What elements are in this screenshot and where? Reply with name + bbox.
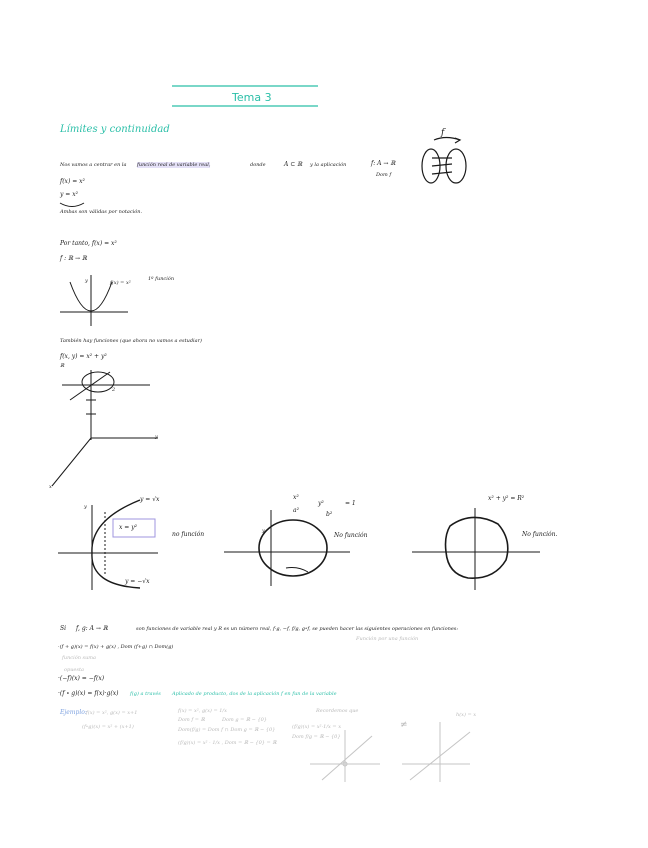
example-e4: h(x) = x xyxy=(456,712,477,718)
ops-intro-prefix: Si xyxy=(60,625,67,632)
axis-y-label: y xyxy=(155,434,158,440)
ellipse-no-function: No función xyxy=(334,532,368,539)
intro-set: A ⊂ ℝ xyxy=(284,161,303,168)
op-product-note2: Aplicado de producto, dos de la aplicación f en fun de la variable xyxy=(172,691,337,697)
example2-sub: ℝ xyxy=(60,363,65,369)
parabola-label: f(x) = x² xyxy=(110,280,131,286)
example2-line1: También hay funciones (que ahora no vamos a estudiar) xyxy=(60,338,202,344)
axis-num: 2 xyxy=(112,387,116,393)
intro-highlight: función real de variable real, xyxy=(137,162,211,168)
circle-graph xyxy=(412,508,540,590)
circle-no-function: No función. xyxy=(522,531,558,538)
op-sum: ·(f + g)(x) = f(x) + g(x) , Dom (f+g) ∩ Dom(g) xyxy=(58,644,174,650)
notation-1: f(x) = x² xyxy=(60,178,85,185)
circle-eq: x² + y² = R² xyxy=(488,495,525,502)
example1-line1: Por tanto, f(x) = x² xyxy=(60,240,117,247)
axis-x-label: x xyxy=(49,484,52,490)
op-opposite-note: opuesta xyxy=(64,667,84,673)
example-e2b: Dom f = ℝ xyxy=(178,717,205,723)
ops-intro-text: son funciones de variable real y R es un número real, f·g, −f, f/g, g∘f, se pueden hacer las siguientes operaciones en funciones: xyxy=(136,626,459,632)
intro-line1-suffix: donde xyxy=(250,162,266,168)
faint-graphs xyxy=(310,722,470,782)
example-e1: f(x) = x², g(x) = x+1 xyxy=(86,710,138,716)
parabola-side-note: 1º función xyxy=(148,276,175,282)
example-e1b: (f∘g)(x) = x² + (x+1) xyxy=(82,724,134,730)
ellipse-axis-label: y xyxy=(262,528,265,534)
ops-intro-funcs: f, g: A → ℝ xyxy=(76,625,108,632)
sqrt-no-function: no función xyxy=(172,531,205,538)
sqrt-axis-label: y xyxy=(84,504,87,510)
example-neq: ≠ xyxy=(400,720,408,730)
op-product-note: f(g) a través xyxy=(130,691,161,697)
example-e2e: (f/g)(x) = x² · 1/x , Dom = ℝ − {0} = ℝ xyxy=(178,740,277,746)
example2-line2: f(x, y) = x² + y² xyxy=(60,353,107,360)
op-opposite: ·(−f)(x) = −f(x) xyxy=(58,675,105,682)
sqrt-graph xyxy=(58,500,158,590)
sqrt-bottom-label: y = −√x xyxy=(125,578,150,585)
notation-brace xyxy=(60,203,84,207)
example-e3c: Dom f/g = ℝ − {0} xyxy=(292,734,341,740)
notation-note: Ambas son válidas por notación. xyxy=(60,209,143,215)
sqrt-box-label: x = y² xyxy=(119,524,138,531)
intro-dom: Dom f xyxy=(376,172,392,178)
diagram-label: f xyxy=(441,128,445,138)
example1-line2: f : ℝ → ℝ xyxy=(60,255,87,262)
ellipse-eq-num2: y² xyxy=(318,500,324,507)
example-e3: Recordemos que xyxy=(316,708,359,714)
example-e2d: Dom(f/g) = Dom f ∩ Dom g = ℝ − {0} xyxy=(178,727,276,733)
op-product: ·(f ∘ g)(x) = f(x)·g(x) xyxy=(58,690,119,697)
op-sum-note: función suma xyxy=(62,655,97,661)
intro-line1-prefix: Nos vamos a centrar en la xyxy=(60,162,127,168)
example-e2a: f(x) = x², g(x) = 1/x xyxy=(178,708,227,714)
sqrt-top-label: y = √x xyxy=(140,496,160,503)
3d-axes xyxy=(52,370,158,486)
mapping-diagram xyxy=(422,138,466,184)
notation-2: y = x² xyxy=(60,191,79,198)
intro-line1-end: y la aplicación xyxy=(310,162,347,168)
example-e2c: Dom g = ℝ − {0} xyxy=(222,717,267,723)
ellipse-eq-rhs: = 1 xyxy=(345,500,356,507)
ellipse-graph xyxy=(224,510,350,586)
page-title: Tema 3 xyxy=(232,91,272,104)
parabola-axis-y: y xyxy=(85,278,88,284)
example-e3b: (f/g)(x) = x²·1/x = x xyxy=(292,724,342,730)
ellipse-eq-num1: x² xyxy=(293,494,299,501)
section-heading: Límites y continuidad xyxy=(60,124,170,135)
examples-label: Ejemplo: xyxy=(60,709,87,716)
ellipse-eq-den2: b² xyxy=(326,511,333,518)
ops-intro-note: Función por una función xyxy=(356,636,419,642)
ellipse-eq-den1: a² xyxy=(293,507,299,514)
intro-mapping: f: A → ℝ xyxy=(371,160,396,167)
